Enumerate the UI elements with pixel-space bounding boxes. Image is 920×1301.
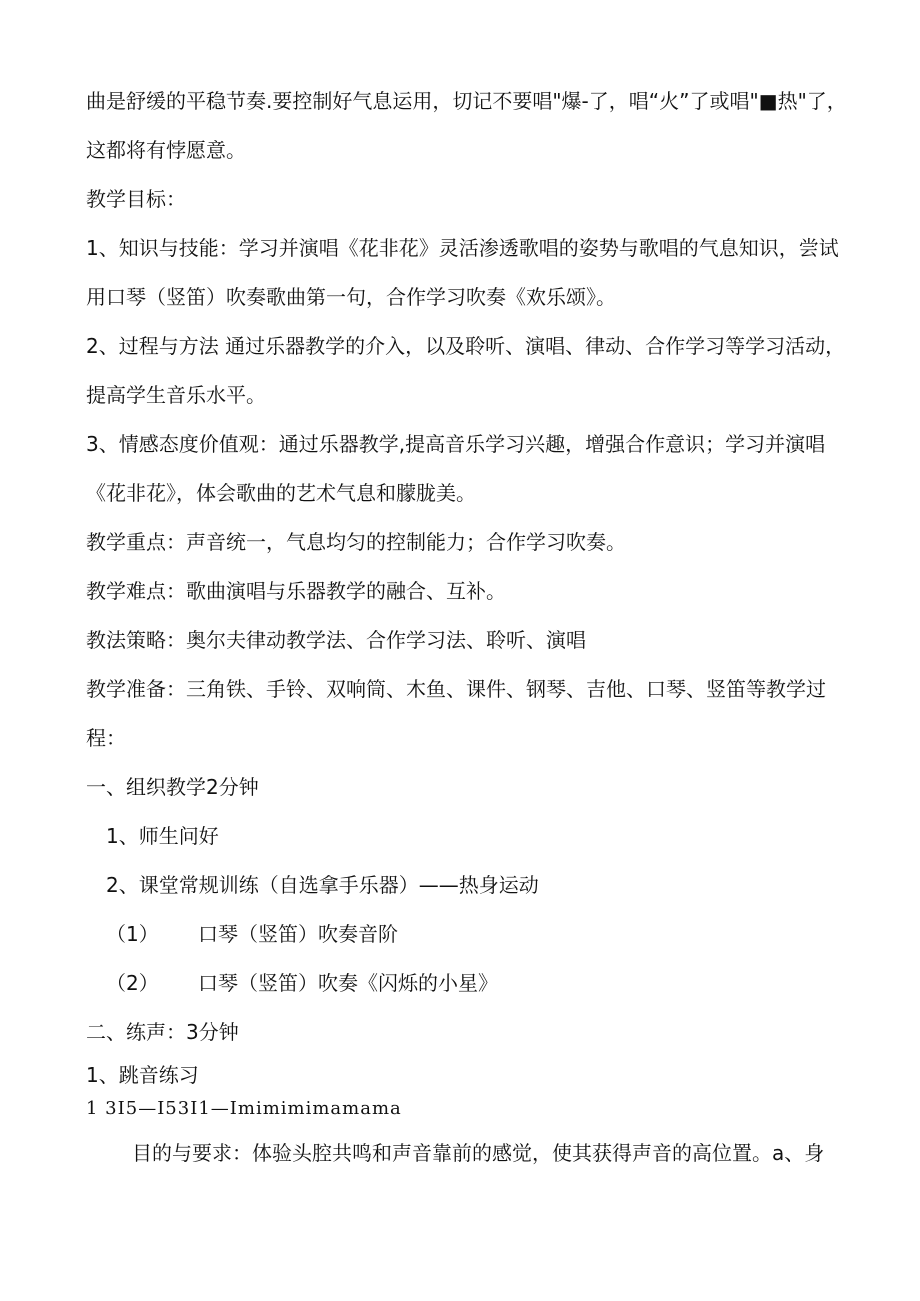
- list-item: 1、师生问好: [106, 824, 219, 848]
- text-line: 3、情感态度价值观：通过乐器教学,提高音乐学习兴趣，增强合作意识；学习并演唱: [86, 432, 826, 456]
- list-item: 1、跳音练习: [86, 1063, 199, 1087]
- text-line: 1、知识与技能：学习并演唱《花非花》灵活渗透歌唱的姿势与歌唱的气息知识，尝试: [86, 236, 839, 260]
- text-line: 教学难点：歌曲演唱与乐器教学的融合、互补。: [86, 579, 506, 603]
- text-line: 目的与要求：体验头腔共鸣和声音靠前的感觉，使其获得声音的高位置。a、身: [132, 1141, 825, 1165]
- notation-line: 1 3I5—I53I1—Imimimimamama: [86, 1098, 402, 1119]
- list-item: 2、课堂常规训练（自选拿手乐器）——热身运动: [106, 873, 539, 897]
- text-line: 教学重点：声音统一，气息均匀的控制能力；合作学习吹奏。: [86, 530, 626, 554]
- section-heading-vocal: 二、练声：3分钟: [86, 1020, 239, 1044]
- text-line: 提高学生音乐水平。: [86, 383, 266, 407]
- text-line: 教学准备：三角铁、手铃、双响筒、木鱼、课件、钢琴、吉他、口琴、竖笛等教学过: [86, 677, 826, 701]
- text-line: 用口琴（竖笛）吹奏歌曲第一句，合作学习吹奏《欢乐颂》。: [86, 285, 616, 309]
- sub-item-number: （2）: [106, 971, 159, 995]
- text-line: 这都将有悖愿意。: [86, 138, 246, 162]
- sub-item-text: 口琴（竖笛）吹奏音阶: [198, 922, 398, 946]
- text-line: 曲是舒缓的平稳节奏.要控制好气息运用，切记不要唱"爆-了，唱“火”了或唱"■热"了，: [86, 89, 847, 113]
- text-line: 教法策略：奥尔夫律动教学法、合作学习法、聆听、演唱: [86, 628, 586, 652]
- sub-item-number: （1）: [106, 922, 159, 946]
- section-heading-organize: 一、组织教学2分钟: [86, 775, 259, 799]
- sub-item-text: 口琴（竖笛）吹奏《闪烁的小星》: [198, 971, 498, 995]
- text-line: 程：: [86, 726, 126, 750]
- text-line: 2、过程与方法 通过乐器教学的介入，以及聆听、演唱、律动、合作学习等学习活动，: [86, 334, 846, 358]
- text-line: 《花非花》，体会歌曲的艺术气息和朦胧美。: [86, 481, 476, 505]
- section-heading-objectives: 教学目标：: [86, 187, 186, 211]
